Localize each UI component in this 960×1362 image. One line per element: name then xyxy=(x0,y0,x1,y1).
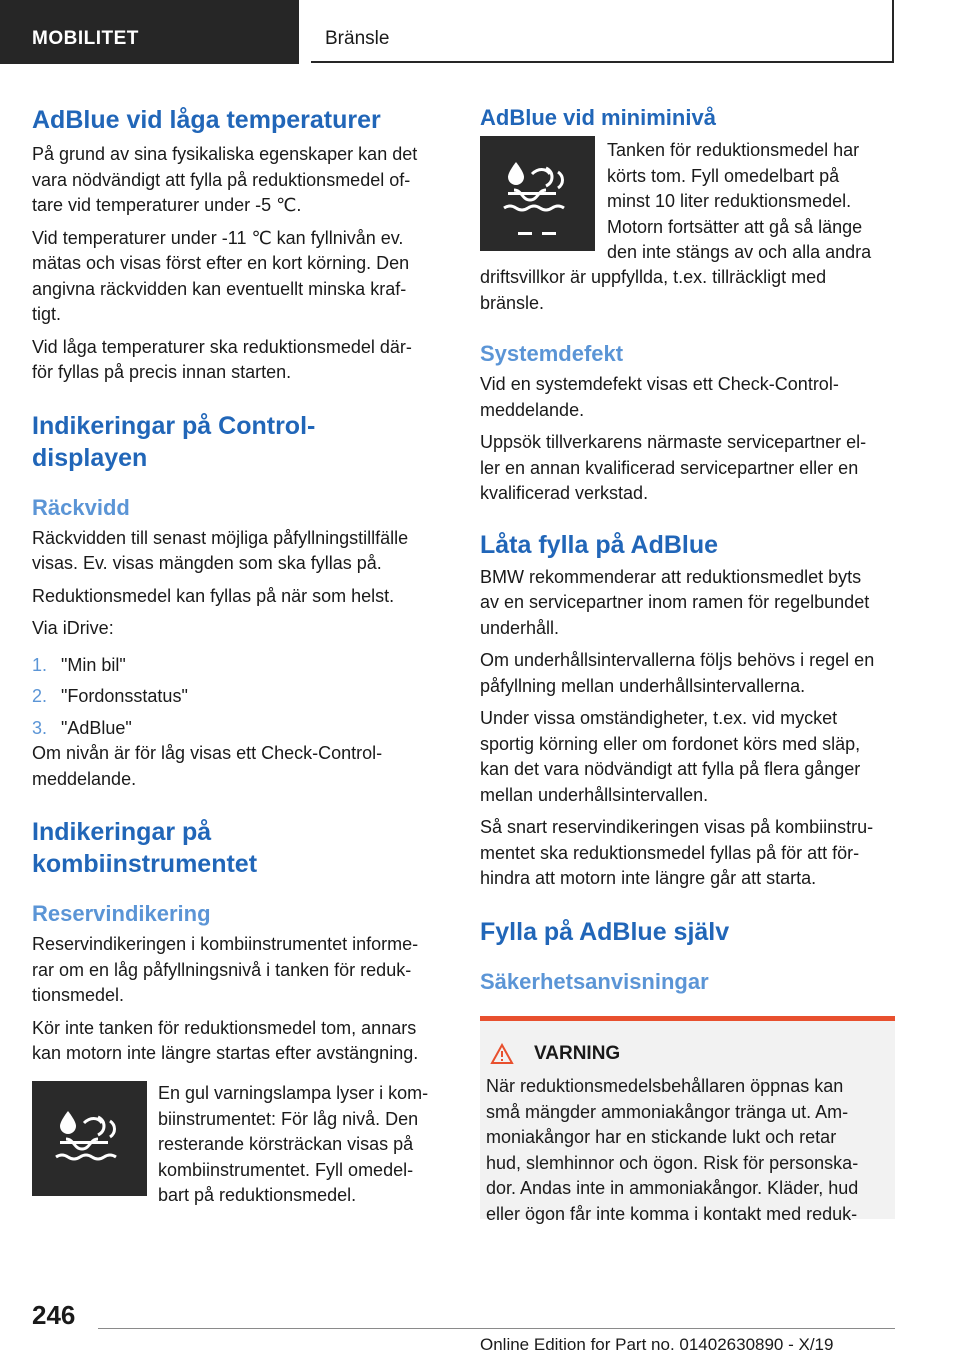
warning-box xyxy=(480,1016,895,1224)
heading-refill-self: Fylla på AdBlue själv xyxy=(480,917,730,946)
paragraph-defect-2 xyxy=(480,430,896,507)
text-line: meddelande. xyxy=(32,768,137,789)
topic-header xyxy=(311,0,894,63)
paragraph-low-temp-2 xyxy=(32,226,448,328)
paragraph-low-temp-3 xyxy=(32,335,448,386)
text-line: bränsle. xyxy=(480,292,545,313)
section-tab xyxy=(0,0,299,64)
adblue-minimum-icon xyxy=(480,136,595,251)
text-line: underhåll. xyxy=(480,617,560,638)
edition-text: Online Edition for Part no. 01402630890 - X/19 xyxy=(480,1335,834,1354)
heading-line: kombiinstrumentet xyxy=(32,850,258,878)
text-line: BMW rekommenderar att reduktionsmedlet byts xyxy=(480,566,862,587)
text-line: En gul varningslampa lyser i kom- xyxy=(158,1083,429,1103)
text-line: ler en annan kvalificerad servicepartner eller en xyxy=(480,457,859,478)
text-line: visas. Ev. visas mängden som ska fyllas på. xyxy=(32,553,382,573)
text-line: för fyllas på precis innan starten. xyxy=(32,362,292,382)
topic-label: Bränsle xyxy=(325,28,390,49)
text-line: vara nödvändigt att fylla på reduktionsmedel of- xyxy=(32,169,411,190)
list-text: "Fordonsstatus" xyxy=(61,686,188,706)
text-line: När reduktionsmedelsbehållaren öppnas kan xyxy=(486,1076,844,1096)
warning-triangle-icon xyxy=(490,1043,514,1065)
paragraph-refill-3 xyxy=(480,706,896,808)
text-line: hindra att motorn inte längre går att starta. xyxy=(480,868,817,888)
text-line: mätas och visas först efter en kort körning. Den xyxy=(32,253,410,273)
text-line: Om underhållsintervallerna följs behövs i regel en xyxy=(480,650,875,670)
text-line: körts tom. Fyll omedelbart på xyxy=(607,165,840,186)
text-line: resterande körsträckan visas på xyxy=(158,1134,414,1154)
heading-control-display xyxy=(32,410,448,474)
heading-instrument-cluster xyxy=(32,816,448,880)
text-line: meddelande. xyxy=(480,399,585,420)
minimum-icon-description xyxy=(607,138,897,266)
heading-reserve: Reservindikering xyxy=(32,901,211,926)
text-line: tare vid temperaturer under -5 ℃. xyxy=(32,195,302,215)
text-line: driftsvillkor är uppfyllda, t.ex. tillräckligt med xyxy=(480,267,827,287)
text-line: mentet ska reduktionsmedel fyllas på för att för- xyxy=(480,842,860,863)
paragraph-via-idrive: Via iDrive: xyxy=(32,618,114,638)
text-line: Under vissa omständigheter, t.ex. vid mycket xyxy=(480,708,838,728)
text-line: kombiinstrumentet. Fyll omedel- xyxy=(158,1159,414,1180)
paragraph-range xyxy=(32,526,448,577)
text-line: Reservindikeringen i kombiinstrumentet informe- xyxy=(32,934,419,954)
text-line: biinstrumentet: För låg nivå. Den xyxy=(158,1108,419,1129)
text-line: tionsmedel. xyxy=(32,985,125,1005)
section-label: MOBILITET xyxy=(32,28,139,49)
text-line: kan motorn inte längre startas efter avstängning. xyxy=(32,1043,419,1063)
text-line: Vid låga temperaturer ska reduktionsmedel där- xyxy=(32,336,412,357)
list-number: 3. xyxy=(32,717,48,738)
paragraph-refill-1 xyxy=(480,565,896,642)
paragraph-defect-1 xyxy=(480,372,896,423)
text-line: Tanken för reduktionsmedel har xyxy=(607,140,860,160)
text-line: eller ögon får inte komma i kontakt med reduk- xyxy=(486,1203,858,1224)
heading-minimum-level: AdBlue vid miniminivå xyxy=(480,105,716,130)
paragraph-dont-run-empty xyxy=(32,1016,448,1067)
text-line: av en servicepartner inom ramen för regelbundet xyxy=(480,592,870,612)
footer-divider xyxy=(98,1328,895,1329)
text-line: Motorn fortsätter att gå så länge xyxy=(607,216,863,237)
minimum-text-continued xyxy=(480,265,896,316)
text-line: angivna räckvidden kan eventuellt minska kraf- xyxy=(32,278,407,299)
paragraph-refill-2 xyxy=(480,648,896,699)
list-item xyxy=(32,684,448,710)
text-line: moniakångor har en stickande lukt och retar xyxy=(486,1127,837,1147)
list-number: 1. xyxy=(32,654,48,675)
left-column xyxy=(32,104,448,1067)
text-line: tigt. xyxy=(32,304,62,324)
text-line: Vid temperaturer under -11 ℃ kan fyllnivån ev. xyxy=(32,227,404,248)
text-line: hud, slemhinnor och ögon. Risk för personska- xyxy=(486,1152,859,1173)
heading-line: Indikeringar på Control- xyxy=(32,411,316,440)
text-line: dor. Andas inte in ammoniakångor. Kläder, hud xyxy=(486,1178,859,1198)
text-line: små mängder ammoniakångor tränga ut. Am- xyxy=(486,1101,849,1122)
paragraph-refill-anytime: Reduktionsmedel kan fyllas på när som helst. xyxy=(32,585,395,606)
list-item xyxy=(32,653,448,679)
text-line: Om nivån är för låg visas ett Check-Control- xyxy=(32,743,383,763)
text-line: kvalificerad verkstad. xyxy=(480,483,649,503)
text-line: Uppsök tillverkarens närmaste servicepartner el- xyxy=(480,432,867,452)
paragraph-reserve xyxy=(32,932,448,1009)
warning-text xyxy=(486,1074,891,1227)
text-line: Räckvidden till senast möjliga påfyllningstillfälle xyxy=(32,527,409,548)
text-line: kan det vara nödvändigt att fylla på flera gånger xyxy=(480,759,861,779)
heading-safety: Säkerhetsanvisningar xyxy=(480,968,709,994)
warning-title: VARNING xyxy=(534,1043,621,1064)
heading-line: Indikeringar på xyxy=(32,818,212,846)
text-line: den inte stängs av och alla andra xyxy=(607,242,872,262)
list-number: 2. xyxy=(32,686,48,706)
right-column xyxy=(480,265,896,996)
heading-refill-service: Låta fylla på AdBlue xyxy=(480,530,719,559)
text-line: rar om en låg påfyllningsnivå i tanken för reduk- xyxy=(32,959,412,980)
text-line: minst 10 liter reduktionsmedel. xyxy=(607,191,852,211)
adblue-warning-icon xyxy=(32,1081,147,1196)
page-number: 246 xyxy=(32,1300,76,1330)
list-item xyxy=(32,716,448,742)
heading-low-temperatures: AdBlue vid låga temperaturer xyxy=(32,106,381,134)
heading-line: displayen xyxy=(32,443,148,472)
text-line: Kör inte tanken för reduktionsmedel tom, annars xyxy=(32,1017,417,1038)
heading-range: Räckvidd xyxy=(32,494,130,520)
paragraph-refill-4 xyxy=(480,815,896,892)
paragraph-check-control xyxy=(32,741,448,792)
list-text: "AdBlue" xyxy=(61,717,132,738)
text-line: mellan underhållsintervallen. xyxy=(480,784,709,805)
text-line: Så snart reservindikeringen visas på kombiinstru- xyxy=(480,817,874,837)
paragraph-low-temp-1 xyxy=(32,142,448,219)
list-text: "Min bil" xyxy=(61,654,126,675)
text-line: bart på reduktionsmedel. xyxy=(158,1185,357,1205)
heading-system-defect: Systemdefekt xyxy=(480,341,624,366)
text-line: På grund av sina fysikaliska egenskaper kan det xyxy=(32,144,418,164)
text-line: påfyllning mellan underhållsintervallerna. xyxy=(480,675,806,696)
warning-header xyxy=(490,1043,620,1065)
text-line: sportig körning eller om fordonet körs med släp, xyxy=(480,733,861,754)
text-line: Vid en systemdefekt visas ett Check-Control- xyxy=(480,374,839,394)
reserve-icon-description xyxy=(158,1081,448,1209)
idrive-steps-list xyxy=(32,653,448,742)
